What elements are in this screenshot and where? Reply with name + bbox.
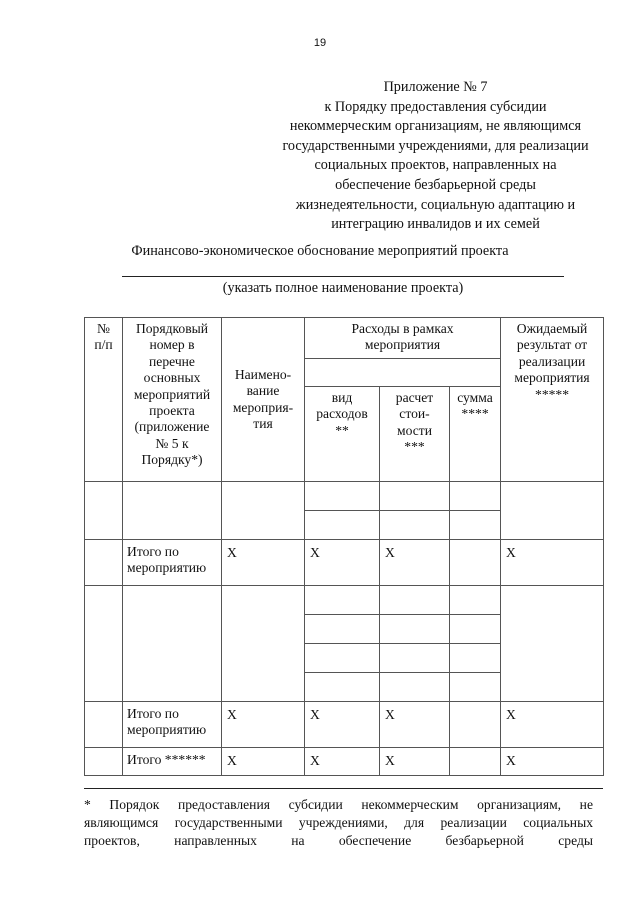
table-cell	[380, 586, 450, 615]
table-cell	[305, 615, 380, 644]
table-cell	[85, 586, 123, 702]
header-line: Порядковый	[135, 321, 209, 336]
table-row	[85, 482, 604, 511]
header-line: номер в	[149, 337, 195, 353]
header-expense-type	[305, 387, 380, 482]
header-line: вание	[246, 383, 280, 399]
header-line: тия	[253, 415, 273, 431]
header-line: мероприятия	[514, 370, 590, 386]
footnote-line: проектов, направленных на обеспечение безбарьерной среды	[84, 833, 593, 849]
document-title: Финансово-экономическое обоснование мероприятий проекта	[131, 243, 509, 259]
appendix-line: интеграцию инвалидов и их семей	[331, 216, 540, 233]
project-name-hint: (указать полное наименование проекта)	[222, 280, 464, 296]
financial-table	[84, 317, 604, 776]
header-line: ****	[461, 406, 489, 422]
table-cell	[450, 511, 501, 540]
header-num	[85, 318, 123, 482]
header-line: результат от	[516, 337, 588, 353]
table-cell	[380, 673, 450, 702]
x-mark: X	[501, 702, 604, 748]
header-line: стои-	[399, 406, 430, 422]
x-mark: X	[222, 540, 305, 586]
table-cell	[85, 702, 123, 748]
header-line: основных	[143, 370, 201, 386]
header-line: мости	[397, 422, 432, 438]
header-line: мероприятия	[364, 337, 441, 353]
header-line: (приложение	[134, 419, 210, 435]
header-line: мероприятий	[133, 386, 211, 402]
appendix-line: социальных проектов, направленных на	[314, 157, 557, 174]
header-line: реализации	[518, 353, 586, 369]
header-line: сумма	[457, 390, 493, 405]
table-cell	[450, 615, 501, 644]
appendix-line: жизнедеятельности, социальную адаптацию и	[295, 196, 576, 213]
header-order-number	[123, 318, 222, 482]
appendix-line: государственными учреждениями, для реализации	[282, 137, 589, 154]
header-sum	[450, 387, 501, 482]
table-cell	[305, 482, 380, 511]
table-cell	[123, 482, 222, 540]
header-line: № 5 к	[155, 435, 189, 451]
table-cell	[450, 673, 501, 702]
footnote-separator	[84, 788, 603, 789]
header-event-name	[222, 318, 305, 482]
x-mark: X	[380, 540, 450, 586]
table-cell	[305, 586, 380, 615]
appendix-line: обеспечение безбарьерной среды	[335, 176, 536, 193]
header-expenses-blank	[305, 359, 501, 387]
x-mark: X	[305, 540, 380, 586]
table-cell	[380, 644, 450, 673]
header-expenses-group	[305, 318, 501, 359]
subtotal-label-line: мероприятию	[127, 560, 207, 576]
subtotal-label-line: мероприятию	[127, 722, 207, 738]
table-cell	[501, 586, 604, 702]
table-cell	[85, 482, 123, 540]
table-cell	[85, 540, 123, 586]
page-number: 19	[313, 37, 327, 49]
table-cell	[123, 586, 222, 702]
total-row	[85, 748, 604, 776]
appendix-header	[258, 78, 613, 235]
x-mark: X	[305, 748, 380, 776]
table-cell	[450, 482, 501, 511]
table-cell	[450, 586, 501, 615]
header-expected-result	[501, 318, 604, 482]
project-name-line	[122, 276, 564, 277]
header-line: мероприя-	[232, 399, 294, 415]
table-row	[85, 586, 604, 615]
footnote-line: * Порядок предоставления субсидии некоммерческим организациям, не	[84, 797, 593, 812]
table-cell	[380, 482, 450, 511]
x-mark: X	[501, 540, 604, 586]
header-line: ***	[404, 439, 425, 455]
header-line: вид	[331, 390, 353, 405]
table-cell	[305, 673, 380, 702]
total-label: Итого ******	[123, 748, 222, 776]
x-mark: X	[380, 748, 450, 776]
subtotal-row	[85, 540, 604, 586]
table-cell	[380, 511, 450, 540]
header-cost-calc	[380, 387, 450, 482]
x-mark: X	[222, 702, 305, 748]
table-cell	[450, 644, 501, 673]
table-cell	[222, 586, 305, 702]
footnote-line: являющимся государственными учреждениями, для реализации социальных	[84, 815, 593, 831]
x-mark: X	[380, 702, 450, 748]
header-line: Ожидаемый	[516, 321, 588, 336]
header-line: **	[335, 422, 349, 438]
x-mark: X	[305, 702, 380, 748]
appendix-line: некоммерческим организациям, не являющимся	[289, 118, 582, 135]
subtotal-label	[123, 540, 222, 586]
header-line: Порядку*)	[141, 452, 203, 468]
table-cell	[450, 540, 501, 586]
header-line: *****	[535, 386, 570, 402]
table-cell	[450, 748, 501, 776]
header-line: перечне	[149, 353, 195, 369]
table-cell	[85, 748, 123, 776]
header-line: расходов	[316, 406, 368, 422]
table-cell	[501, 482, 604, 540]
header-line: Наимено-	[234, 366, 292, 382]
table-cell	[222, 482, 305, 540]
appendix-line: Приложение № 7	[383, 79, 488, 95]
subtotal-label-line: Итого по	[127, 544, 179, 559]
table-cell	[380, 615, 450, 644]
subtotal-row	[85, 702, 604, 748]
header-num-line: №	[97, 321, 110, 336]
header-num-line: п/п	[94, 337, 113, 353]
header-line: расчет	[395, 390, 434, 405]
subtotal-label	[123, 702, 222, 748]
header-line: проекта	[149, 403, 195, 419]
footnote	[84, 796, 593, 851]
header-line: Расходы в рамках	[351, 321, 454, 336]
x-mark: X	[222, 748, 305, 776]
subtotal-label-line: Итого по	[127, 706, 179, 721]
x-mark: X	[501, 748, 604, 776]
table-cell	[305, 644, 380, 673]
table-cell	[305, 511, 380, 540]
appendix-line: к Порядку предоставления субсидии	[324, 98, 547, 115]
table-cell	[450, 702, 501, 748]
